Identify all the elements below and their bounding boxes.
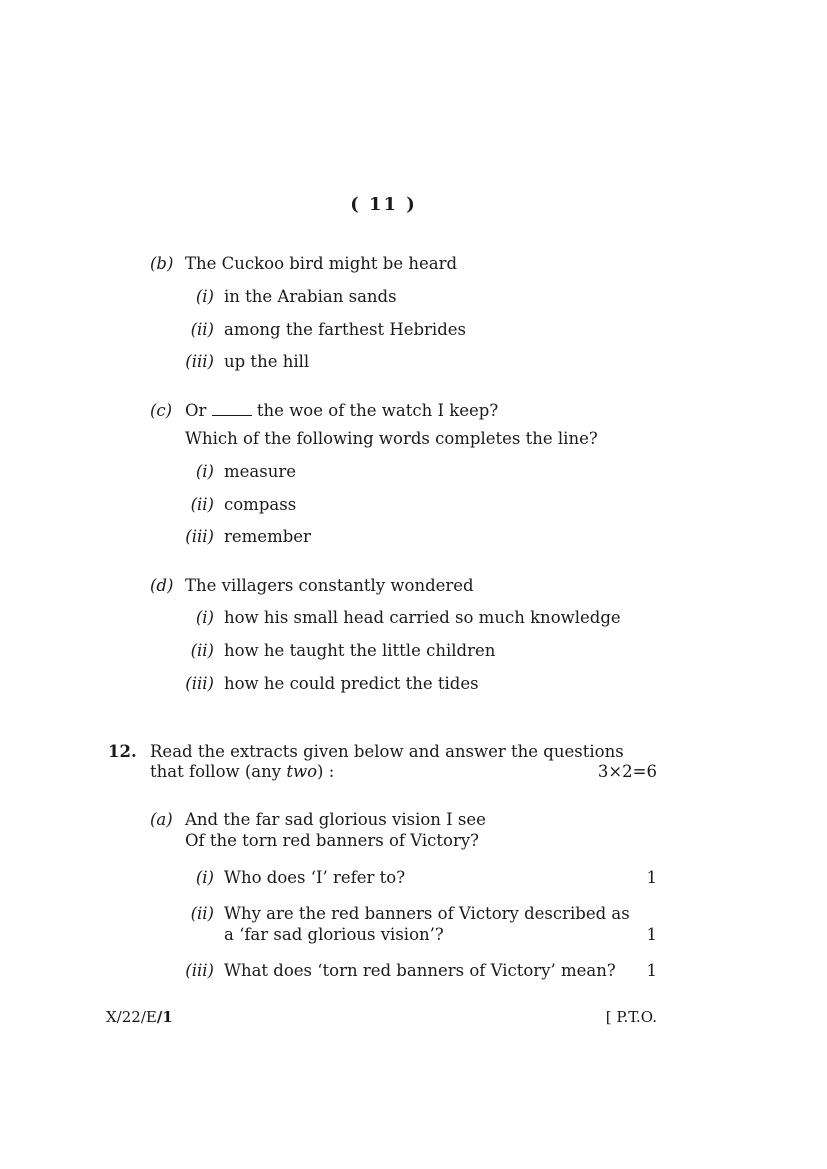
option-label: (i)	[195, 462, 214, 481]
question-12-line2-after: ) :	[317, 762, 335, 781]
option-text: measure	[224, 462, 296, 481]
option-label: (ii)	[190, 641, 214, 660]
question-label-b: (b)	[150, 254, 174, 273]
question-text-c	[185, 401, 498, 420]
sub-question-text-cont: a ‘far sad glorious vision’?	[224, 925, 444, 944]
option-label: (ii)	[190, 495, 214, 514]
sub-question-text: What does ‘torn red banners of Victory’ mean?	[224, 961, 616, 980]
option-text: how his small head carried so much knowledge	[224, 608, 621, 627]
sub-question-text: Why are the red banners of Victory described as	[224, 904, 630, 923]
question-12-line2-before: that follow (any	[150, 762, 282, 781]
question-text-before-blank: Or	[185, 401, 207, 420]
option-label: (iii)	[185, 527, 214, 546]
option-label: (iii)	[185, 352, 214, 371]
extract-line1: And the far sad glorious vision I see	[185, 810, 486, 829]
question-text-after-blank: the woe of the watch I keep?	[256, 401, 499, 420]
extract-line2: Of the torn red banners of Victory?	[185, 831, 479, 850]
option-text: among the farthest Hebrides	[224, 320, 466, 339]
question-12-line2-italic: two	[286, 762, 318, 781]
paper-code-suffix: /1	[156, 1008, 173, 1026]
option-text: remember	[224, 527, 311, 546]
question-12-line2	[150, 762, 334, 781]
sub-question-label: (ii)	[190, 904, 214, 923]
question-label-c: (c)	[150, 401, 173, 420]
question-12-marks: 3×2=6	[597, 762, 657, 781]
option-label: (iii)	[185, 674, 214, 693]
sub-question-marks: 1	[646, 961, 657, 980]
sub-question-text: Who does ‘I’ refer to?	[224, 868, 406, 887]
sub-question-marks: 1	[646, 925, 657, 944]
paper-code	[106, 1008, 173, 1026]
question-label-d: (d)	[150, 576, 174, 595]
paper-code-prefix: X/22/E	[106, 1008, 157, 1026]
option-text: up the hill	[224, 352, 310, 371]
option-text: how he could predict the tides	[224, 674, 479, 693]
option-text: compass	[224, 495, 297, 514]
sub-question-label: (i)	[195, 868, 214, 887]
question-text-b: The Cuckoo bird might be heard	[185, 254, 458, 273]
fill-in-blank	[212, 403, 252, 416]
sub-question-label: (iii)	[185, 961, 214, 980]
question-number-12: 12.	[108, 742, 137, 761]
option-text: in the Arabian sands	[224, 287, 397, 306]
option-label: (i)	[195, 608, 214, 627]
option-text: how he taught the little children	[224, 641, 496, 660]
option-label: (ii)	[190, 320, 214, 339]
sub-question-marks: 1	[646, 868, 657, 887]
page-number: ( 11 )	[350, 194, 417, 215]
extract-label-a: (a)	[150, 810, 173, 829]
pto-marker: [ P.T.O.	[605, 1008, 657, 1026]
question-text-d: The villagers constantly wondered	[185, 576, 474, 595]
question-12-line1: Read the extracts given below and answer the questions	[150, 742, 624, 761]
option-label: (i)	[195, 287, 214, 306]
question-instruction-c: Which of the following words completes the line?	[185, 429, 598, 448]
